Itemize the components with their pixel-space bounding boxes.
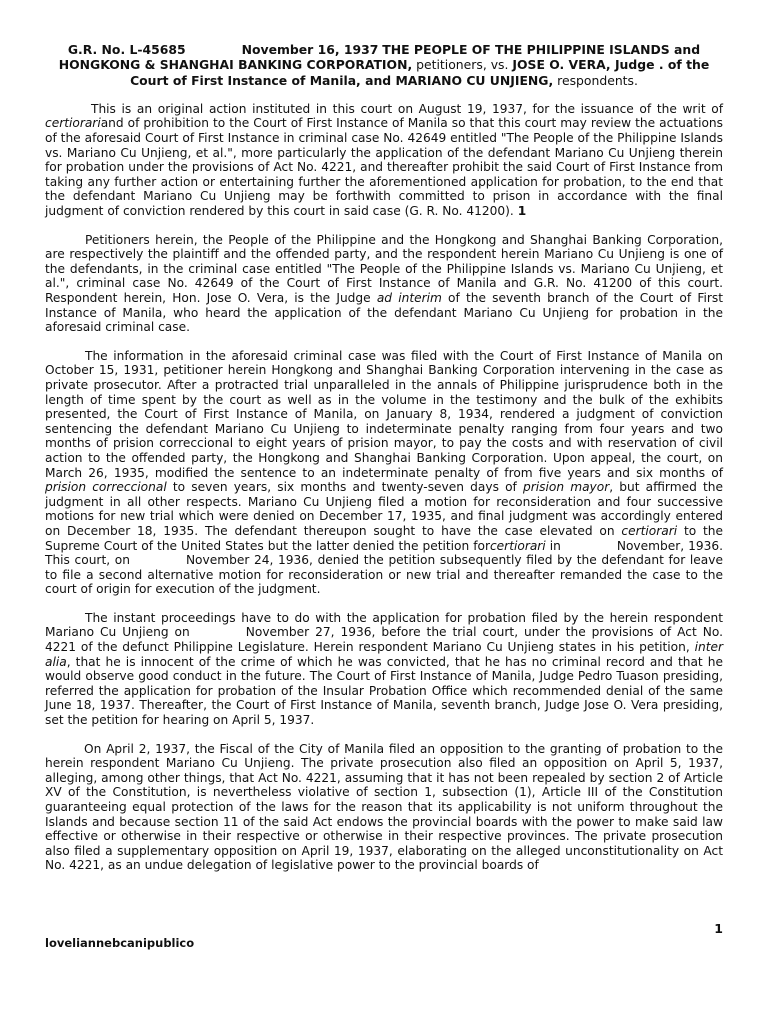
decision-date: November 16, 1937: [241, 42, 379, 57]
paragraph-1: This is an original action instituted in this court on August 19, 1937, for the issuance of the writ of certiorariand of prohibition to the Court of First Instance of Manila so that this court may review the actuations of the aforesaid Court of First Instance in criminal case No. 42649 entitled "The People of the Philippine Islands vs. Mariano Cu Unjieng, et al.", more particularly the application of the defendant Mariano Cu Unjieng therein for probation under the provisions of Act No. 4221, and thereafter prohibit the said Court of First Instance from taking any further action or entertaining further the aforementioned application for probation, to the end that the defendant Mariano Cu Unjieng may be forthwith committed to prison in accordance with the final judgment of conviction rendered by this court in said case (G. R. No. 41200). 1: [45, 101, 723, 219]
footer-author: loveliannebcanipublico: [45, 936, 195, 950]
gr-number: G.R. No. L-45685: [67, 42, 186, 57]
case-parties-respondents: JOSE O. VERA, Judge . of the Court of First Instance of Manila, and MARIANO CU UNJIENG,: [130, 57, 710, 88]
case-title: [45, 42, 723, 88]
document-page: [45, 42, 723, 887]
petitioners-label: petitioners, vs.: [416, 57, 509, 73]
paragraph-2: Petitioners herein, the People of the Philippine and the Hongkong and Shanghai Banking Corporation, are respectively the plaintiff and the offended party, and the respondent herein Mariano Cu Unjieng is one of the defendants, in the criminal case entitled "The People of the Philippine Islands vs. Mariano Cu Unjieng, et al.", criminal case No. 42649 of the Court of First Instance of Manila and G.R. No. 41200 of this court. Respondent herein, Hon. Jose O. Vera, is the Judge ad interim of the seventh branch of the Court of First Instance of Manila, who heard the application of the defendant Mariano Cu Unjieng for probation in the aforesaid criminal case.: [45, 232, 723, 335]
paragraph-3: The information in the aforesaid criminal case was filed with the Court of First Instance of Manila on October 15, 1931, petitioner herein Hongkong and Shanghai Banking Corporation intervening in the case as private prosecutor. After a protracted trial unparalleled in the annals of Philippine jurisprudence both in the length of time spent by the court as well as in the volume in the testimony and the bulk of the exhibits presented, the Court of First Instance of Manila, on January 8, 1934, rendered a judgment of conviction sentencing the defendant Mariano Cu Unjieng to indeterminate penalty ranging from four years and two months of prision correccional to eight years of prision mayor, to pay the costs and with reservation of civil action to the offended party, the Hongkong and Shanghai Banking Corporation. Upon appeal, the court, on March 26, 1935, modified the sentence to an indeterminate penalty of from five years and six months of prision correccional to seven years, six months and twenty-seven days of prision mayor, but affirmed the judgment in all other respects. Mariano Cu Unjieng filed a motion for reconsideration and four successive motions for new trial which were denied on December 17, 1935, and final judgment was accordingly entered on December 18, 1935. The defendant thereupon sought to have the case elevated on certiorari to the Supreme Court of the United States but the latter denied the petition forcertiorari in November, 1936. This court, on November 24, 1936, denied the petition subsequently filed by the defendant for leave to file a second alternative motion for reconsideration or new trial and thereafter remanded the case to the court of origin for execution of the judgment.: [45, 348, 724, 597]
respondents-label: respondents.: [557, 72, 638, 88]
footnote-marker[interactable]: 1: [517, 204, 527, 219]
case-parties-petitioners: THE PEOPLE OF THE PHILIPPINE ISLANDS and HONGKONG & SHANGHAI BANKING CORPORATION,: [58, 42, 701, 73]
paragraph-4: The instant proceedings have to do with the application for probation filed by the herein respondent Mariano Cu Unjieng on November 27, 1936, before the trial court, under the provisions of Act No. 4221 of the defunct Philippine Legislature. Herein respondent Mariano Cu Unjieng states in his petition, inter alia, that he is innocent of the crime of which he was convicted, that he has no criminal record and that he would observe good conduct in the future. The Court of First Instance of Manila, Judge Pedro Tuason presiding, referred the application for probation of the Insular Probation Office which recommended denial of the same June 18, 1937. Thereafter, the Court of First Instance of Manila, seventh branch, Judge Jose O. Vera presiding, set the petition for hearing on April 5, 1937.: [45, 610, 723, 728]
page-number: 1: [714, 921, 723, 936]
paragraph-5: On April 2, 1937, the Fiscal of the City of Manila filed an opposition to the granting of probation to the herein respondent Mariano Cu Unjieng. The private prosecution also filed an opposition on April 5, 1937, alleging, among other things, that Act No. 4221, assuming that it has not been repealed by section 2 of Article XV of the Constitution, is nevertheless violative of section 1, subsection (1), Article III of the Constitution guaranteeing equal protection of the laws for the reason that its applicability is not uniform throughout the Islands and because section 11 of the said Act endows the provincial boards with the power to make said law effective or otherwise in their respective or otherwise in their respective provinces. The private prosecution also filed a supplementary opposition on April 19, 1937, elaborating on the alleged unconstitutionality on Act No. 4221, as an undue delegation of legislative power to the provincial boards of: [45, 741, 723, 873]
